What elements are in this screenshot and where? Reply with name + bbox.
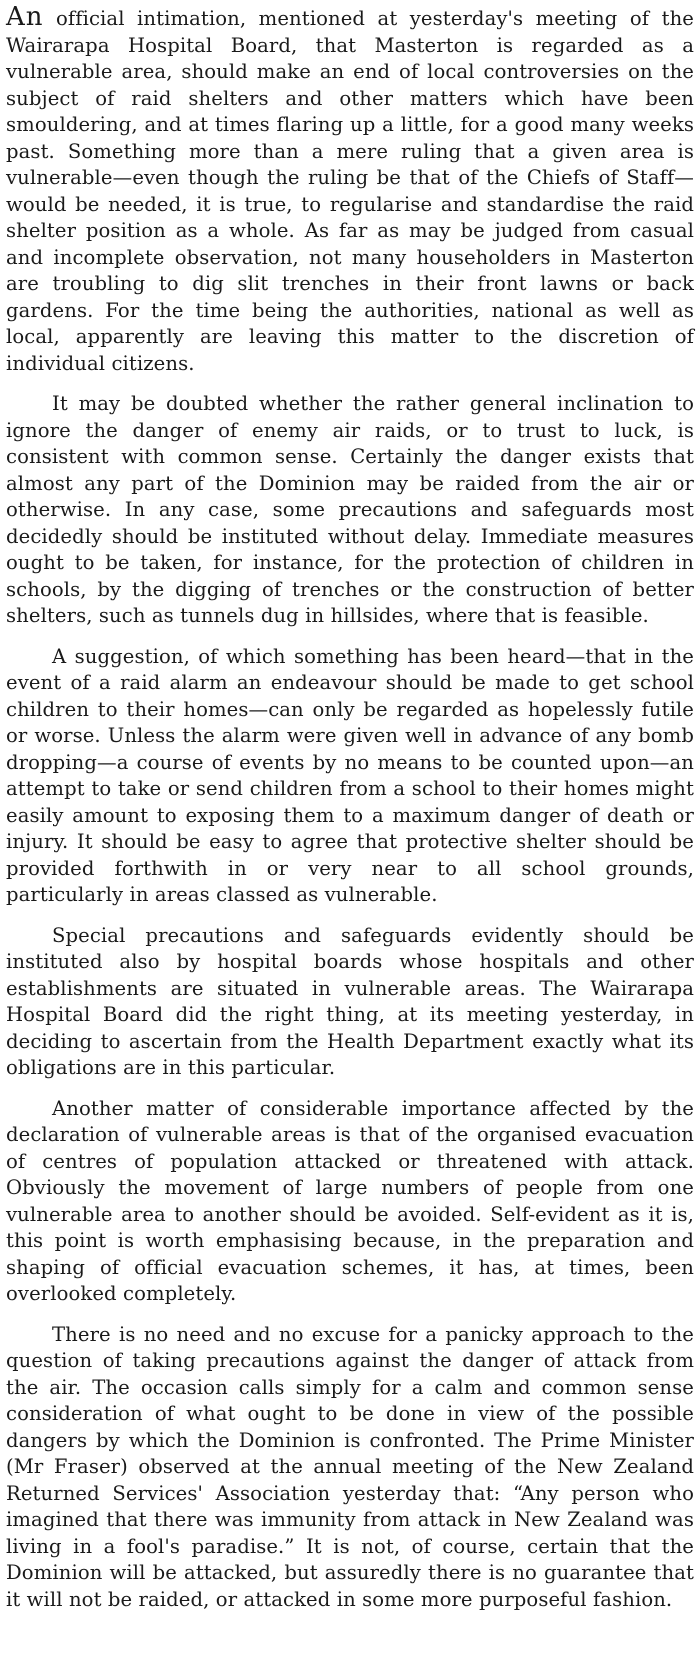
editorial-article	[6, 2, 694, 1627]
paragraph-text: official intimation, mentioned at yesterday's meeting of the Wairarapa Hospital Board, that Masterton is regarded as a vulnerable area, should make an end of local controversies on the subject of raid shelters and other matters which have been smouldering, and at times flaring up a little, for a good many weeks past. Something more than a mere ruling that a given area is vulnerable—even though the ruling be that of the Chiefs of Staff—would be needed, it is true, to regularise and standardise the raid shelter position as a whole. As far as may be judged from casual and incomplete observation, not many householders in Masterton are troubling to dig slit trenches in their front lawns or back gardens. For the time being the authorities, national as well as local, apparently are leaving this matter to the discretion of individual citizens.	[6, 7, 694, 375]
article-paragraph-2: It may be doubted whether the rather general inclination to ignore the danger of enemy air raids, or to trust to luck, is consistent with common sense. Certainly the danger exists that almost any part of the Dominion may be raided from the air or otherwise. In any case, some precautions and safeguards most decidedly should be instituted without delay. Immediate measures ought to be taken, for instance, for the protection of children in schools, by the digging of trenches or the construction of better shelters, such as tunnels dug in hillsides, where that is feasible.	[6, 392, 694, 627]
article-paragraph-4: Special precautions and safeguards evidently should be instituted also by hospital boards whose hospitals and other establishments are situated in vulnerable areas. The Wairarapa Hospital Board did the right thing, at its meeting yesterday, in deciding to ascertain from the Health Department exactly what its obligations are in this particular.	[6, 923, 694, 1079]
article-paragraph-6: There is no need and no excuse for a panicky approach to the question of taking precautions against the danger of attack from the air. The occasion calls simply for a calm and common sense consideration of what ought to be done in view of the possible dangers by which the Dominion is confronted. The Prime Minister (Mr Fraser) observed at the annual meeting of the New Zealand Returned Services' Association yesterday that: “Any person who imagined that there was immunity from attack in New Zealand was living in a fool's paradise.” It is not, of course, certain that the Dominion will be attacked, but assuredly there is no guarantee that it will not be raided, or attacked in some more purposeful fashion.	[6, 1322, 694, 1611]
article-paragraph-3: A suggestion, of which something has been heard—that in the event of a raid alarm an endeavour should be made to get school children to their homes—can only be regarded as hopelessly futile or worse. Unless the alarm were given well in advance of any bomb dropping—a course of events by no means to be counted upon—an attempt to take or send children from a school to their homes might easily amount to exposing them to a maximum danger of death or injury. It should be easy to agree that protective shelter should be provided forthwith in or very near to all school grounds, particularly in areas classed as vulnerable.	[6, 644, 694, 906]
article-paragraph-5: Another matter of considerable importance affected by the declaration of vulnerable areas is that of the organised evacuation of centres of population attacked or threatened with attack. Obviously the movement of large numbers of people from one vulnerable area to another should be avoided. Self-evident as it is, this point is worth emphasising because, in the preparation and shaping of official evacuation schemes, it has, at times, been overlooked completely.	[6, 1096, 694, 1305]
article-paragraph-1	[6, 2, 694, 377]
drop-cap: An	[6, 2, 44, 32]
